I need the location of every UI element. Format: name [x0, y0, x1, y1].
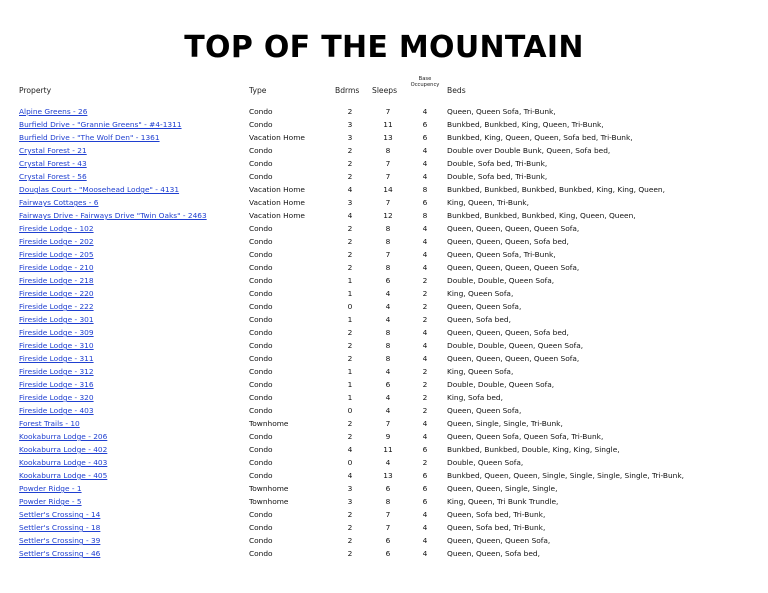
base-occupancy-cell: 2: [422, 458, 428, 467]
table-row: [0, 339, 768, 352]
bdrms-cell: 3: [347, 497, 353, 506]
base-occupancy-cell: 4: [422, 107, 428, 116]
beds-cell: King, Sofa bed,: [447, 393, 503, 402]
sleeps-cell: 8: [385, 263, 391, 272]
sleeps-cell: 4: [385, 458, 391, 467]
property-link[interactable]: Burfield Drive - "The Wolf Den" - 1361: [19, 133, 160, 142]
table-row: [0, 131, 768, 144]
bdrms-cell: 4: [347, 471, 353, 480]
table-row: [0, 274, 768, 287]
property-link[interactable]: Kookaburra Lodge - 403: [19, 458, 108, 467]
base-occupancy-cell: 4: [422, 341, 428, 350]
table-row: [0, 118, 768, 131]
property-link[interactable]: Fireside Lodge - 210: [19, 263, 94, 272]
sleeps-cell: 4: [385, 406, 391, 415]
header-bdrms: Bdrms: [335, 86, 360, 95]
beds-cell: Queen, Queen Sofa, Tri-Bunk,: [447, 250, 556, 259]
property-link[interactable]: Fireside Lodge - 102: [19, 224, 94, 233]
beds-cell: King, Queen, Tri Bunk Trundle,: [447, 497, 559, 506]
beds-cell: Double, Sofa bed, Tri-Bunk,: [447, 172, 548, 181]
bdrms-cell: 4: [347, 445, 353, 454]
sleeps-cell: 8: [385, 354, 391, 363]
type-cell: Vacation Home: [249, 185, 305, 194]
base-occupancy-cell: 4: [422, 250, 428, 259]
type-cell: Vacation Home: [249, 133, 305, 142]
sleeps-cell: 7: [385, 107, 391, 116]
property-link[interactable]: Kookaburra Lodge - 402: [19, 445, 108, 454]
type-cell: Condo: [249, 263, 273, 272]
base-occupancy-cell: 4: [422, 419, 428, 428]
base-occupancy-cell: 2: [422, 315, 428, 324]
property-link[interactable]: Burfield Drive - "Grannie Greens" - #4-1311: [19, 120, 182, 129]
beds-cell: Queen, Sofa bed, Tri-Bunk,: [447, 510, 546, 519]
type-cell: Townhome: [249, 419, 289, 428]
property-link[interactable]: Fireside Lodge - 316: [19, 380, 94, 389]
base-occupancy-cell: 4: [422, 159, 428, 168]
table-row: [0, 313, 768, 326]
type-cell: Condo: [249, 432, 273, 441]
table-row: [0, 183, 768, 196]
type-cell: Condo: [249, 289, 273, 298]
sleeps-cell: 4: [385, 302, 391, 311]
sleeps-cell: 4: [385, 393, 391, 402]
base-occupancy-cell: 6: [422, 497, 428, 506]
base-occupancy-cell: 6: [422, 471, 428, 480]
property-link[interactable]: Kookaburra Lodge - 206: [19, 432, 108, 441]
type-cell: Condo: [249, 250, 273, 259]
property-link[interactable]: Settler's Crossing - 18: [19, 523, 101, 532]
beds-cell: King, Queen Sofa,: [447, 289, 514, 298]
type-cell: Condo: [249, 471, 273, 480]
type-cell: Condo: [249, 393, 273, 402]
sleeps-cell: 8: [385, 237, 391, 246]
bdrms-cell: 2: [347, 224, 353, 233]
base-occupancy-cell: 4: [422, 536, 428, 545]
sleeps-cell: 6: [385, 380, 391, 389]
sleeps-cell: 8: [385, 224, 391, 233]
base-occupancy-cell: 4: [422, 224, 428, 233]
table-row: [0, 209, 768, 222]
type-cell: Condo: [249, 510, 273, 519]
bdrms-cell: 3: [347, 133, 353, 142]
bdrms-cell: 2: [347, 354, 353, 363]
property-link[interactable]: Fireside Lodge - 220: [19, 289, 94, 298]
sleeps-cell: 6: [385, 549, 391, 558]
beds-cell: Bunkbed, Bunkbed, Bunkbed, King, Queen, Queen,: [447, 211, 636, 220]
sleeps-cell: 9: [385, 432, 391, 441]
base-occupancy-cell: 6: [422, 198, 428, 207]
beds-cell: Queen, Queen, Sofa bed,: [447, 549, 540, 558]
base-occupancy-cell: 4: [422, 354, 428, 363]
header-base-occupancy: [408, 76, 442, 88]
type-cell: Condo: [249, 549, 273, 558]
property-link[interactable]: Alpine Greens - 26: [19, 107, 88, 116]
sleeps-cell: 8: [385, 497, 391, 506]
sleeps-cell: 7: [385, 250, 391, 259]
sleeps-cell: 13: [383, 471, 393, 480]
base-occupancy-cell: 2: [422, 393, 428, 402]
table-row: [0, 547, 768, 560]
table-row: [0, 482, 768, 495]
bdrms-cell: 4: [347, 185, 353, 194]
sleeps-cell: 8: [385, 146, 391, 155]
type-cell: Condo: [249, 120, 273, 129]
property-link[interactable]: Crystal Forest - 21: [19, 146, 87, 155]
base-occupancy-cell: 6: [422, 484, 428, 493]
bdrms-cell: 1: [347, 380, 353, 389]
property-link[interactable]: Fireside Lodge - 320: [19, 393, 94, 402]
property-link[interactable]: Fireside Lodge - 205: [19, 250, 94, 259]
sleeps-cell: 8: [385, 328, 391, 337]
beds-cell: Bunkbed, Queen, Queen, Single, Single, Single, Single, Tri-Bunk,: [447, 471, 684, 480]
type-cell: Condo: [249, 367, 273, 376]
property-link[interactable]: Crystal Forest - 43: [19, 159, 87, 168]
beds-cell: Double, Sofa bed, Tri-Bunk,: [447, 159, 548, 168]
property-link[interactable]: Fairways Cottages - 6: [19, 198, 99, 207]
base-occupancy-cell: 4: [422, 510, 428, 519]
type-cell: Condo: [249, 354, 273, 363]
bdrms-cell: 2: [347, 263, 353, 272]
bdrms-cell: 2: [347, 419, 353, 428]
sleeps-cell: 12: [383, 211, 393, 220]
property-link[interactable]: Settler's Crossing - 39: [19, 536, 101, 545]
base-occupancy-cell: 4: [422, 432, 428, 441]
beds-cell: King, Queen, Tri-Bunk,: [447, 198, 529, 207]
sleeps-cell: 13: [383, 133, 393, 142]
bdrms-cell: 2: [347, 432, 353, 441]
header-base-occupancy-line1: Base: [418, 76, 432, 82]
bdrms-cell: 2: [347, 341, 353, 350]
beds-cell: Double over Double Bunk, Queen, Sofa bed,: [447, 146, 611, 155]
table-row: [0, 352, 768, 365]
property-link[interactable]: Fireside Lodge - 312: [19, 367, 94, 376]
base-occupancy-cell: 4: [422, 549, 428, 558]
sleeps-cell: 7: [385, 419, 391, 428]
beds-cell: King, Queen Sofa,: [447, 367, 514, 376]
base-occupancy-cell: 4: [422, 237, 428, 246]
property-link[interactable]: Fairways Drive - Fairways Drive "Twin Oaks" - 2463: [19, 211, 207, 220]
bdrms-cell: 0: [347, 406, 353, 415]
base-occupancy-cell: 2: [422, 276, 428, 285]
bdrms-cell: 1: [347, 289, 353, 298]
beds-cell: Queen, Sofa bed,: [447, 315, 511, 324]
beds-cell: Queen, Queen, Queen, Sofa bed,: [447, 328, 569, 337]
beds-cell: Double, Double, Queen Sofa,: [447, 276, 555, 285]
sleeps-cell: 7: [385, 172, 391, 181]
bdrms-cell: 2: [347, 146, 353, 155]
table-row: [0, 495, 768, 508]
type-cell: Townhome: [249, 497, 289, 506]
type-cell: Condo: [249, 159, 273, 168]
beds-cell: Queen, Queen, Queen, Queen Sofa,: [447, 354, 580, 363]
table-row: [0, 456, 768, 469]
table-row: [0, 144, 768, 157]
type-cell: Condo: [249, 224, 273, 233]
base-occupancy-cell: 4: [422, 146, 428, 155]
bdrms-cell: 2: [347, 328, 353, 337]
table-row: [0, 417, 768, 430]
table-row: [0, 469, 768, 482]
base-occupancy-cell: 2: [422, 302, 428, 311]
bdrms-cell: 1: [347, 393, 353, 402]
bdrms-cell: 1: [347, 276, 353, 285]
bdrms-cell: 2: [347, 523, 353, 532]
header-sleeps: Sleeps: [372, 86, 398, 95]
base-occupancy-cell: 6: [422, 445, 428, 454]
beds-cell: Queen, Queen, Queen, Queen Sofa,: [447, 224, 580, 233]
property-link[interactable]: Fireside Lodge - 403: [19, 406, 94, 415]
sleeps-cell: 4: [385, 367, 391, 376]
table-row: [0, 235, 768, 248]
property-link[interactable]: Powder Ridge - 1: [19, 484, 82, 493]
beds-cell: Double, Queen Sofa,: [447, 458, 524, 467]
bdrms-cell: 2: [347, 250, 353, 259]
property-link[interactable]: Fireside Lodge - 218: [19, 276, 94, 285]
beds-cell: Queen, Queen Sofa,: [447, 406, 522, 415]
table-row: [0, 196, 768, 209]
property-link[interactable]: Fireside Lodge - 309: [19, 328, 94, 337]
type-cell: Condo: [249, 523, 273, 532]
table-row: [0, 534, 768, 547]
beds-cell: Queen, Queen Sofa, Queen Sofa, Tri-Bunk,: [447, 432, 604, 441]
type-cell: Condo: [249, 302, 273, 311]
table-row: [0, 391, 768, 404]
beds-cell: Double, Double, Queen Sofa,: [447, 380, 555, 389]
property-link[interactable]: Fireside Lodge - 202: [19, 237, 94, 246]
sleeps-cell: 6: [385, 276, 391, 285]
bdrms-cell: 2: [347, 172, 353, 181]
property-link[interactable]: Forest Trails - 10: [19, 419, 80, 428]
base-occupancy-cell: 8: [422, 211, 428, 220]
table-row: [0, 170, 768, 183]
sleeps-cell: 4: [385, 315, 391, 324]
table-row: [0, 222, 768, 235]
base-occupancy-cell: 2: [422, 289, 428, 298]
header-base-occupancy-line2: Occupency: [410, 82, 440, 88]
beds-cell: Queen, Queen, Single, Single,: [447, 484, 558, 493]
base-occupancy-cell: 6: [422, 133, 428, 142]
type-cell: Townhome: [249, 484, 289, 493]
type-cell: Condo: [249, 146, 273, 155]
sleeps-cell: 7: [385, 198, 391, 207]
table-row: [0, 300, 768, 313]
property-link[interactable]: Fireside Lodge - 222: [19, 302, 94, 311]
type-cell: Condo: [249, 315, 273, 324]
sleeps-cell: 4: [385, 289, 391, 298]
bdrms-cell: 2: [347, 107, 353, 116]
bdrms-cell: 1: [347, 367, 353, 376]
base-occupancy-cell: 4: [422, 523, 428, 532]
table-row: [0, 443, 768, 456]
type-cell: Condo: [249, 445, 273, 454]
beds-cell: Queen, Queen Sofa,: [447, 302, 522, 311]
type-cell: Condo: [249, 458, 273, 467]
page-title: TOP OF THE MOUNTAIN: [184, 30, 584, 65]
sleeps-cell: 6: [385, 484, 391, 493]
base-occupancy-cell: 2: [422, 406, 428, 415]
table-row: [0, 378, 768, 391]
beds-cell: Bunkbed, King, Queen, Queen, Sofa bed, Tri-Bunk,: [447, 133, 633, 142]
property-link[interactable]: Fireside Lodge - 310: [19, 341, 94, 350]
type-cell: Condo: [249, 328, 273, 337]
table-row: [0, 326, 768, 339]
beds-cell: Queen, Queen Sofa, Tri-Bunk,: [447, 107, 556, 116]
table-row: [0, 508, 768, 521]
table-row: [0, 261, 768, 274]
beds-cell: Queen, Queen, Queen, Queen Sofa,: [447, 263, 580, 272]
table-row: [0, 521, 768, 534]
beds-cell: Bunkbed, Bunkbed, Double, King, King, Single,: [447, 445, 620, 454]
property-link[interactable]: Settler's Crossing - 46: [19, 549, 101, 558]
sleeps-cell: 6: [385, 536, 391, 545]
bdrms-cell: 1: [347, 315, 353, 324]
bdrms-cell: 0: [347, 302, 353, 311]
table-row: [0, 248, 768, 261]
bdrms-cell: 2: [347, 237, 353, 246]
table-row: [0, 430, 768, 443]
beds-cell: Double, Double, Queen, Queen Sofa,: [447, 341, 584, 350]
sleeps-cell: 7: [385, 523, 391, 532]
property-link[interactable]: Douglas Court - "Moosehead Lodge" - 4131: [19, 185, 180, 194]
beds-cell: Queen, Single, Single, Tri-Bunk,: [447, 419, 563, 428]
bdrms-cell: 2: [347, 159, 353, 168]
type-cell: Vacation Home: [249, 198, 305, 207]
bdrms-cell: 3: [347, 198, 353, 207]
bdrms-cell: 2: [347, 510, 353, 519]
type-cell: Condo: [249, 536, 273, 545]
sleeps-cell: 8: [385, 341, 391, 350]
bdrms-cell: 3: [347, 120, 353, 129]
header-beds: Beds: [447, 86, 466, 95]
property-link[interactable]: Crystal Forest - 56: [19, 172, 87, 181]
bdrms-cell: 0: [347, 458, 353, 467]
property-link[interactable]: Fireside Lodge - 301: [19, 315, 94, 324]
beds-cell: Queen, Queen, Queen, Sofa bed,: [447, 237, 569, 246]
sleeps-cell: 11: [383, 445, 393, 454]
beds-cell: Bunkbed, Bunkbed, Bunkbed, Bunkbed, King, King, Queen,: [447, 185, 665, 194]
table-row: [0, 404, 768, 417]
base-occupancy-cell: 8: [422, 185, 428, 194]
table-row: [0, 287, 768, 300]
bdrms-cell: 4: [347, 211, 353, 220]
base-occupancy-cell: 4: [422, 172, 428, 181]
sleeps-cell: 7: [385, 510, 391, 519]
table-row: [0, 105, 768, 118]
base-occupancy-cell: 4: [422, 263, 428, 272]
beds-cell: Queen, Queen, Queen Sofa,: [447, 536, 551, 545]
base-occupancy-cell: 6: [422, 120, 428, 129]
type-cell: Condo: [249, 380, 273, 389]
type-cell: Condo: [249, 172, 273, 181]
type-cell: Condo: [249, 276, 273, 285]
base-occupancy-cell: 4: [422, 328, 428, 337]
property-link[interactable]: Fireside Lodge - 311: [19, 354, 94, 363]
sleeps-cell: 11: [383, 120, 393, 129]
sleeps-cell: 14: [383, 185, 393, 194]
table-row: [0, 157, 768, 170]
base-occupancy-cell: 2: [422, 367, 428, 376]
type-cell: Vacation Home: [249, 211, 305, 220]
beds-cell: Queen, Sofa bed, Tri-Bunk,: [447, 523, 546, 532]
bdrms-cell: 3: [347, 484, 353, 493]
header-type: Type: [249, 86, 267, 95]
bdrms-cell: 2: [347, 536, 353, 545]
bdrms-cell: 2: [347, 549, 353, 558]
property-link[interactable]: Kookaburra Lodge - 405: [19, 471, 108, 480]
type-cell: Condo: [249, 406, 273, 415]
type-cell: Condo: [249, 237, 273, 246]
beds-cell: Bunkbed, Bunkbed, King, Queen, Tri-Bunk,: [447, 120, 604, 129]
type-cell: Condo: [249, 107, 273, 116]
property-link[interactable]: Settler's Crossing - 14: [19, 510, 101, 519]
sleeps-cell: 7: [385, 159, 391, 168]
table-row: [0, 365, 768, 378]
property-link[interactable]: Powder Ridge - 5: [19, 497, 82, 506]
base-occupancy-cell: 2: [422, 380, 428, 389]
type-cell: Condo: [249, 341, 273, 350]
header-property: Property: [19, 86, 52, 95]
